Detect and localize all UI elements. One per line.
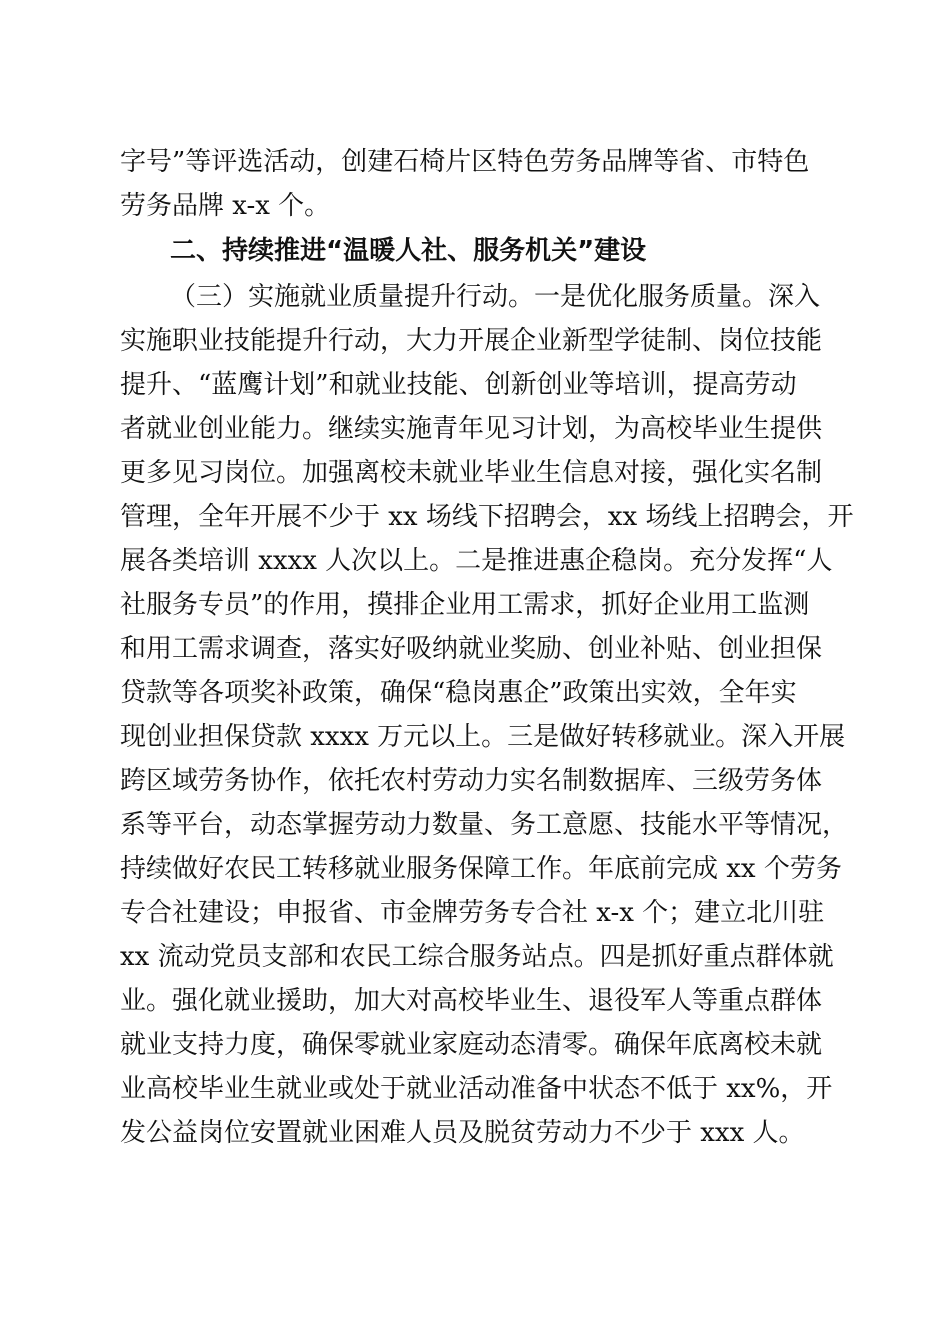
body-text-line: 者就业创业能力。继续实施青年见习计划，为高校毕业生提供	[120, 414, 823, 444]
section-heading: 二、持续推进“温暖人社、服务机关”建设	[170, 236, 647, 266]
body-text-line: 字号”等评选活动，创建石椅片区特色劳务品牌等省、市特色	[120, 147, 810, 177]
body-text-line: 和用工需求调查，落实好吸纳就业奖励、创业补贴、创业担保	[120, 634, 823, 664]
body-text-line: 专合社建设；申报省、市金牌劳务专合社 x-x 个；建立北川驻	[120, 898, 825, 928]
body-text-line: 展各类培训 xxxx 人次以上。二是推进惠企稳岗。充分发挥“人	[120, 546, 833, 576]
body-text-line: 现创业担保贷款 xxxx 万元以上。三是做好转移就业。深入开展	[120, 722, 846, 752]
body-text-line: 更多见习岗位。加强离校未就业毕业生信息对接，强化实名制	[120, 458, 823, 488]
body-text-line: 发公益岗位安置就业困难人员及脱贫劳动力不少于 xxx 人。	[120, 1118, 805, 1148]
body-text-line: 持续做好农民工转移就业服务保障工作。年底前完成 xx 个劳务	[120, 854, 842, 884]
body-text-line: 社服务专员”的作用，摸排企业用工需求，抓好企业用工监测	[120, 590, 810, 620]
body-text-line: 就业支持力度，确保零就业家庭动态清零。确保年底离校未就	[120, 1030, 823, 1060]
body-text-line: 业高校毕业生就业或处于就业活动准备中状态不低于 xx%，开	[120, 1074, 833, 1104]
body-text-line: 跨区域劳务协作，依托农村劳动力实名制数据库、三级劳务体	[120, 766, 823, 796]
body-text-line: 提升、“蓝鹰计划”和就业技能、创新创业等培训，提高劳动	[120, 370, 797, 400]
body-text-line: 业。强化就业援助，加大对高校毕业生、退役军人等重点群体	[120, 986, 823, 1016]
body-text-line: 管理，全年开展不少于 xx 场线下招聘会，xx 场线上招聘会，开	[120, 502, 854, 532]
body-text-line: xx 流动党员支部和农民工综合服务站点。四是抓好重点群体就	[120, 942, 834, 972]
subsection-first-line: （三）实施就业质量提升行动。一是优化服务质量。深入	[170, 282, 821, 312]
body-text-line: 劳务品牌 x-x 个。	[120, 191, 331, 221]
body-text-line: 系等平台，动态掌握劳动力数量、务工意愿、技能水平等情况，	[120, 810, 849, 840]
body-text-line: 贷款等各项奖补政策，确保“稳岗惠企”政策出实效，全年实	[120, 678, 797, 708]
body-text-line: 实施职业技能提升行动，大力开展企业新型学徒制、岗位技能	[120, 326, 823, 356]
